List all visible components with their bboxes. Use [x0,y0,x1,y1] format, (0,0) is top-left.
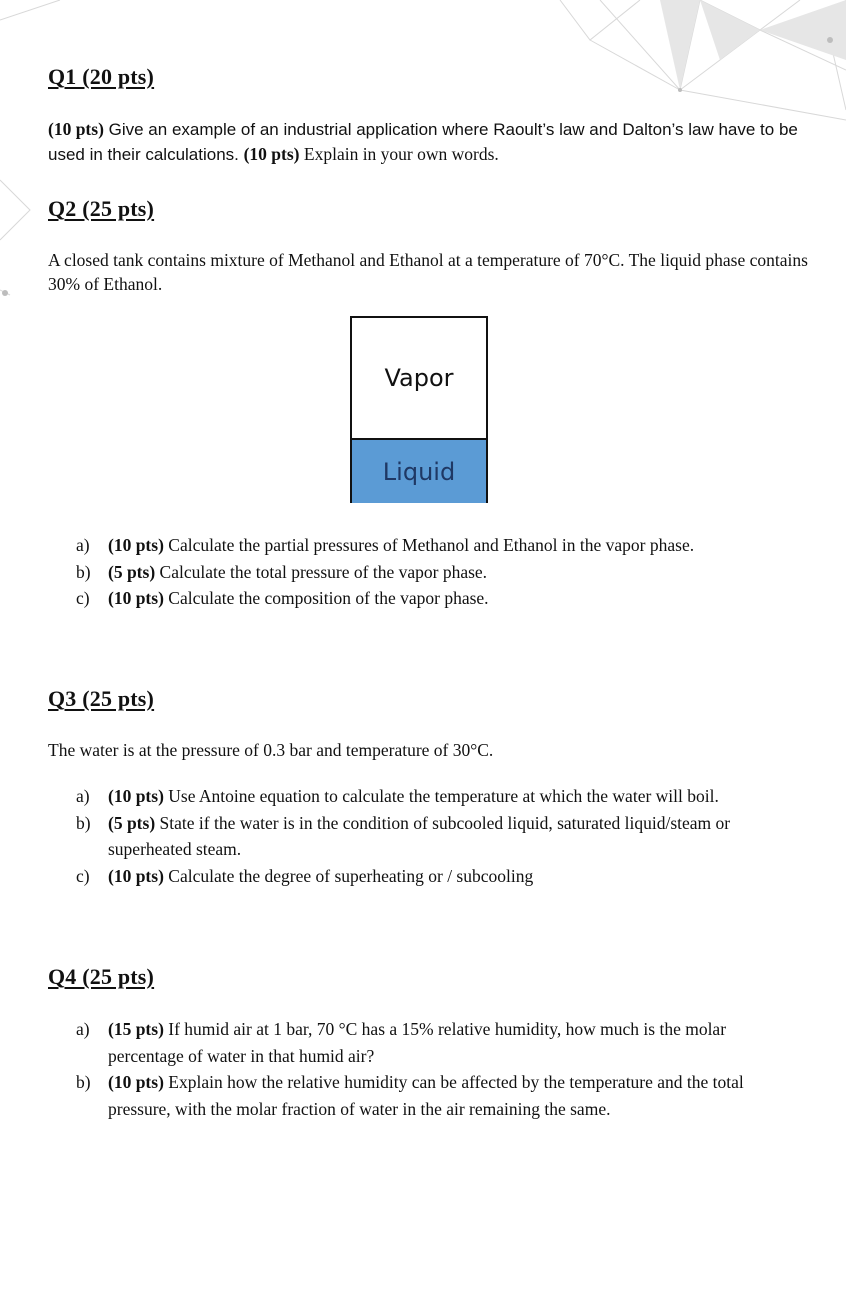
list-item [76,532,776,559]
q3-question-list [76,783,776,889]
q1-points-b: (10 pts) [243,144,300,164]
vapor-phase: Vapor [352,318,486,440]
item-points: (15 pts) [108,1019,164,1039]
q1-text-b: Explain in your own words. [299,144,499,164]
item-marker: a) [76,786,90,806]
q1-heading: Q1 (20 pts) [48,64,155,89]
item-text: Calculate the partial pressures of Methanol and Ethanol in the vapor phase. [163,535,695,555]
list-item [76,559,776,586]
item-marker: a) [76,535,90,555]
item-marker: b) [76,1072,91,1092]
item-points: (10 pts) [108,588,164,608]
item-text: State if the water is in the condition of subcooled liquid, saturated liquid/steam or superheated steam. [108,812,731,859]
item-points: (5 pts) [108,812,156,833]
q3-intro: The water is at the pressure of 0.3 bar and temperature of 30°C. [48,740,494,760]
q1-text [48,117,808,167]
item-points: (10 pts) [108,786,164,806]
item-marker: a) [76,1019,90,1039]
list-item [76,1069,776,1122]
item-text: If humid air at 1 bar, 70 °C has a 15% relative humidity, how much is the molar percentage of water in that humid air? [108,1019,727,1066]
q4-question-list [76,1016,776,1122]
list-item [76,1016,776,1069]
liquid-phase: Liquid [352,440,486,503]
item-marker: b) [76,561,91,582]
item-marker: c) [76,865,90,886]
item-text: Calculate the total pressure of the vapor phase. [155,561,488,582]
q2-heading: Q2 (25 pts) [48,196,155,221]
item-points: (10 pts) [108,1072,164,1092]
q4-heading: Q4 (25 pts) [48,964,155,989]
item-text: Calculate the degree of superheating or / subcooling [163,865,534,886]
item-points: (10 pts) [108,535,164,555]
item-text: Calculate the composition of the vapor phase. [163,588,489,608]
q2-question-list [76,532,776,612]
item-marker: c) [76,588,90,608]
list-item [76,585,776,612]
q2-intro: A closed tank contains mixture of Methanol and Ethanol at a temperature of 70°C. The liquid phase contains 30% of Ethanol. [48,250,808,294]
q1-points-a: (10 pts) [48,119,104,139]
item-points: (10 pts) [108,865,164,886]
q1-text-a: Give an example of an industrial application where Raoult’s law and Dalton’s law have to be used in their calculations. [48,120,798,164]
list-item [76,810,776,863]
item-text: Use Antoine equation to calculate the temperature at which the water will boil. [163,786,719,806]
q3-heading: Q3 (25 pts) [48,686,155,711]
tank-diagram [350,316,488,503]
list-item [76,783,776,810]
list-item [76,863,776,890]
item-points: (5 pts) [108,561,156,582]
item-text: Explain how the relative humidity can be affected by the temperature and the total pressure, with the molar fraction of water in the air remaining the same. [108,1072,744,1119]
item-marker: b) [76,812,91,833]
